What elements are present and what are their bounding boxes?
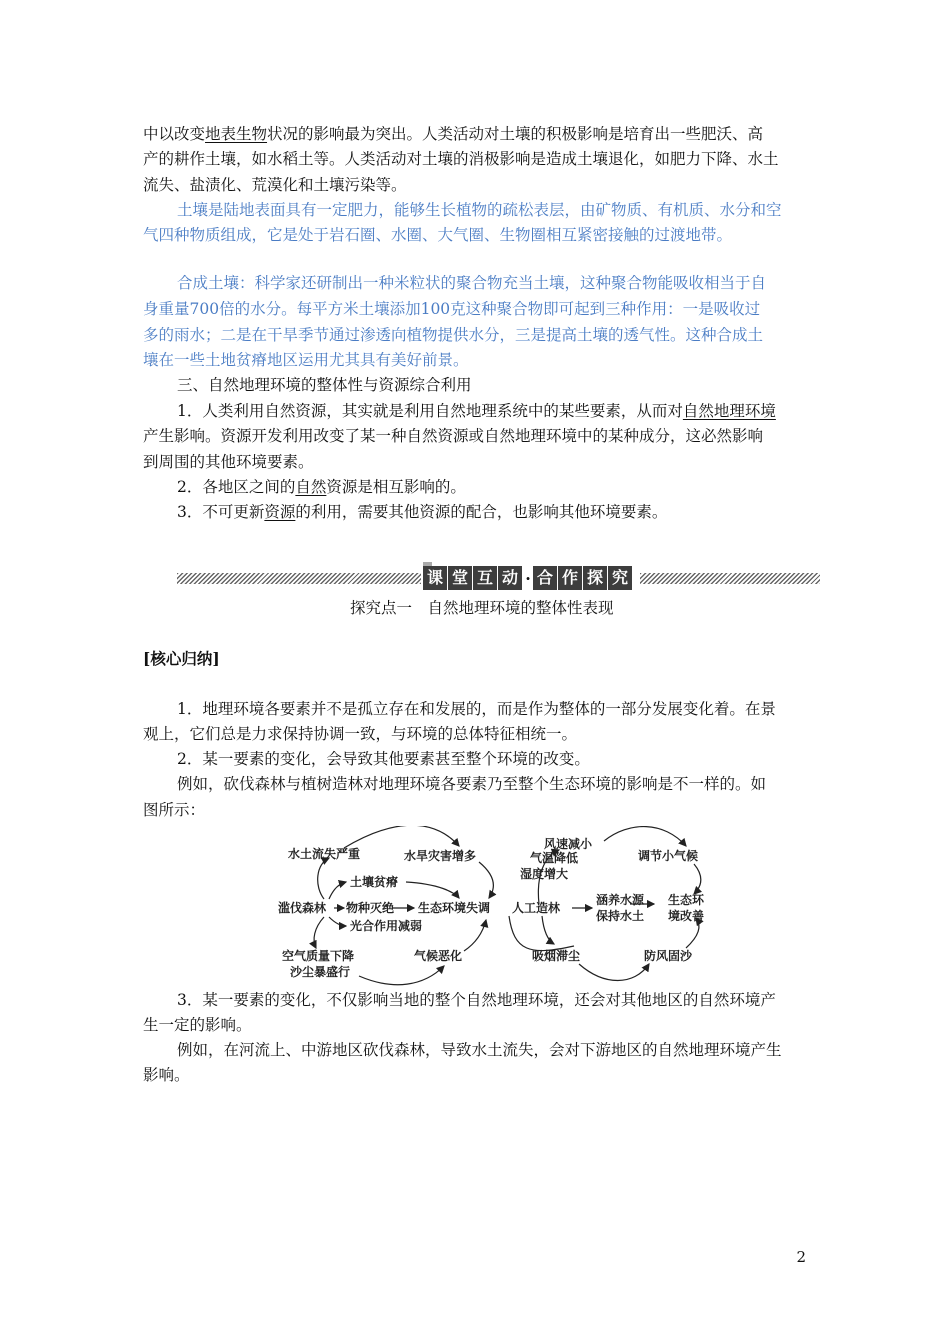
arrow (318, 858, 329, 899)
banner-separator: · (525, 568, 531, 588)
para1-line2: 产的耕作土壤，如水稻土等。人类活动对土壤的消极影响是造成土壤退化，如肥力下降、水土 (143, 150, 779, 168)
arrow (329, 882, 346, 899)
blue2-line3: 多的雨水；二是在干旱季节通过渗透向植物提供水分，三是提高土壤的透气性。这种合成土 (143, 326, 764, 344)
arrow (694, 864, 701, 894)
core-p5-line1: 例如，在河流上、中游地区砍伐森林，导致水土流失，会对下游地区的自然地理环境产生 (177, 1041, 782, 1059)
arrow (464, 920, 486, 951)
banner-hatch-right (640, 573, 820, 584)
section3-item1-line3: 到周围的其他环境要素。 (143, 453, 314, 471)
banner-char: 互 (473, 566, 497, 590)
label-temp-lower: 气温降低 (530, 851, 579, 865)
core-p5-line2: 影响。 (143, 1066, 190, 1084)
banner-char: 合 (533, 566, 557, 590)
arrow (579, 964, 649, 981)
core-p3-line1: 例如，砍伐森林与植树造林对地理环境各要素乃至整个生态环境的影响是不一样的。如 (177, 775, 767, 793)
arrow (509, 916, 574, 951)
label-windbreak: 防风固沙 (644, 949, 693, 963)
banner-char: 动 (498, 566, 522, 590)
label-eco-improve-2: 境改善 (668, 909, 705, 923)
core-p1-line2: 观上，它们总是力求保持协调一致，与环境的总体特征相统一。 (143, 725, 578, 743)
core-p3-line2: 图所示： (143, 801, 206, 819)
environment-impact-diagram (274, 826, 714, 986)
label-conserve-water: 涵养水源 (596, 893, 645, 907)
label-afforestation: 人工造林 (512, 901, 561, 915)
underlined-term: 自然 (295, 478, 327, 496)
inquiry-title: 探究点一 自然地理环境的整体性表现 (350, 599, 614, 617)
core-summary-label: [核心归纳] (143, 649, 220, 668)
core-p2: 2．某一要素的变化，会导致其他要素甚至整个环境的改变。 (177, 750, 590, 768)
section3-item1-line2: 产生影响。资源开发利用改变了某一种自然资源或自然地理环境中的某种成分，这必然影响 (143, 427, 764, 445)
core-p4-line2: 生一定的影响。 (143, 1016, 252, 1034)
section3-item3: 3．不可更新资源的利用，需要其他资源的配合，也影响其他环境要素。 (177, 503, 668, 521)
arrow (359, 966, 444, 985)
blue1-line2: 气四种物质组成，它是处于岩石圈、水圈、大气圈、生物圈相互紧密接触的过渡地带。 (143, 226, 733, 244)
blue2-line2: 身重量700倍的水分。每平方米土壤添加100克这种聚合物即可起到三种作用：一是吸收过 (143, 300, 761, 318)
label-soil-poor: 土壤贫瘠 (350, 875, 399, 889)
section3-item1-line1: 1．人类利用自然资源，其实就是利用自然地理系统中的某些要素，从而对自然地理环境 (177, 402, 776, 420)
section-banner (423, 566, 633, 590)
underlined-term: 自然地理环境 (682, 402, 776, 420)
label-drought-flood: 水旱灾害增多 (404, 849, 477, 863)
label-sandstorm: 沙尘暴盛行 (290, 965, 351, 979)
arrow (406, 882, 459, 898)
label-species-extinct: 物种灭绝 (346, 901, 395, 915)
para1-line1: 中以改变地表生物状况的影响最为突出。人类活动对土壤的积极影响是培育出一些肥沃、高 (143, 125, 764, 143)
banner-char: 究 (608, 566, 632, 590)
label-wind-less: 风速减小 (544, 837, 593, 851)
blue2-line1: 合成土壤：科学家还研制出一种米粒状的聚合物充当土壤，这种聚合物能吸收相当于自 (177, 274, 767, 292)
arrow (479, 862, 493, 898)
section3-item2: 2．各地区之间的自然资源是相互影响的。 (177, 478, 466, 496)
label-climate-worse: 气候恶化 (414, 949, 463, 963)
page-number: 2 (796, 1248, 806, 1266)
blue1-line1: 土壤是陆地表面具有一定肥力，能够生长植物的疏松表层，由矿物质、有机质、水分和空 (177, 201, 782, 219)
para1-line3: 流失、盐渍化、荒漠化和土壤污染等。 (143, 176, 407, 194)
label-eco-improve-1: 生态环 (668, 893, 705, 907)
banner-char: 堂 (448, 566, 472, 590)
arrow (542, 916, 554, 944)
banner-char: 课 (423, 566, 447, 590)
section3-heading: 三、自然地理环境的整体性与资源综合利用 (177, 376, 472, 394)
underlined-term: 资源 (264, 503, 296, 521)
label-keep-soil: 保持水土 (596, 909, 645, 923)
core-p4-line1: 3．某一要素的变化，不仅影响当地的整个自然地理环境，还会对其他地区的自然环境产 (177, 991, 776, 1009)
label-eco-imbalance: 生态环境失调 (418, 901, 491, 915)
banner-char: 探 (583, 566, 607, 590)
label-air-quality-down: 空气质量下降 (282, 949, 355, 963)
blue2-line4: 壤在一些土地贫瘠地区运用尤其具有美好前景。 (143, 351, 469, 369)
label-humidity-up: 湿度增大 (520, 867, 569, 881)
arrow (329, 917, 346, 926)
banner-char: 作 (558, 566, 582, 590)
arrow (604, 827, 686, 846)
label-photosynthesis-weak: 光合作用减弱 (350, 919, 423, 933)
label-microclimate: 调节小气候 (638, 849, 699, 863)
arrow (314, 917, 324, 948)
arrow (344, 826, 459, 848)
banner-hatch-left (177, 573, 421, 584)
core-p1-line1: 1．地理环境各要素并不是孤立存在和发展的，而是作为整体的一部分发展变化着。在景 (177, 700, 776, 718)
label-soil-erosion: 水土流失严重 (288, 847, 361, 861)
label-dust-absorb: 吸烟滞尘 (532, 949, 581, 963)
label-deforestation: 滥伐森林 (278, 901, 327, 915)
underlined-term: 地表生物 (205, 125, 268, 143)
